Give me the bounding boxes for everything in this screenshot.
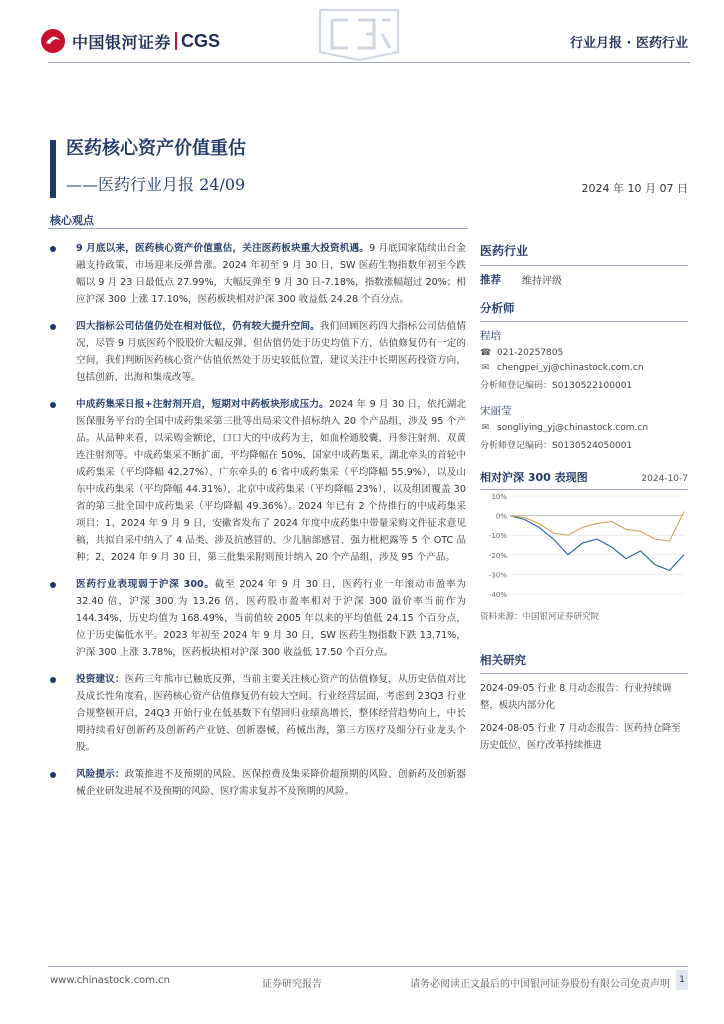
rating-value: 维持评级 — [522, 276, 562, 287]
analyst-name: 程培 — [480, 330, 501, 342]
mail-icon: ✉ — [481, 363, 490, 373]
logo-en-text: CGS — [181, 30, 221, 51]
sidebar — [480, 238, 688, 754]
main-content — [50, 240, 466, 810]
analyst-phone: ☎ 021-20257805 — [480, 348, 564, 358]
page-title: 医药核心资产价值重估 — [66, 138, 246, 159]
analyst-cert: 分析师登记编码：S0130522100001 — [480, 381, 633, 391]
chart-header — [480, 469, 688, 490]
header-divider — [48, 62, 690, 63]
y-tick-label: -40% — [488, 591, 507, 599]
cgs-logo-icon — [40, 28, 66, 54]
title-accent-bar — [50, 140, 56, 198]
paragraph-lead: 医药行业表现弱于沪深 300。 — [76, 579, 215, 590]
paragraph — [50, 396, 466, 566]
chart-date: 2024-10-7 — [641, 474, 688, 484]
paragraph — [50, 671, 466, 756]
bullet-icon — [50, 677, 56, 683]
page-subtitle: ——医药行业月报 24/09 — [66, 175, 246, 194]
related-item[interactable]: 2024-09-05 行业 8 月动态报告：行业持续调整，板块内部分化 — [480, 683, 672, 711]
analyst-name: 宋丽莹 — [480, 405, 512, 417]
bullet-icon — [50, 402, 56, 408]
footer-label: 证券研究报告 — [262, 979, 322, 990]
paragraph-body: 9 月底国家陆续出台金融支持政策，市场迎来反弹普涨。2024 年初至 9 月 30 日，SW 医药生物指数年初至今跌幅以 9 月 23 日最低点 27.99%，大幅反弹至 9 月 30 日-7.18%，指数涨幅超过 20%；相应沪深 300 上涨 17.10%，医药板块相对沪深 300 收益低 24.28 个百分点。 — [76, 243, 467, 305]
footer-disclaimer: 请务必阅读正文最后的中国银河证券股份有限公司免责声明 — [410, 979, 670, 990]
watermark-emblem-icon — [318, 8, 400, 62]
paragraph-body: 截至 2024 年 9 月 30 日，医药行业一年滚动市盈率为 32.40 倍，沪深 300 为 13.26 倍，医药股市盈率相对于沪深 300 溢价率当前作为 144.34%，历史均值为 168.49%，当前值较 2005 年以来的平均值低 24.15 个百分点，位于历史偏低水平。2023 年初至 2024 年 9 月 30 日，SW 医药生物指数下跌 13.71%，沪深 300 上涨 3.78%，医药板块相对沪深 300 收益低 17.50 个百分点。 — [76, 579, 466, 658]
report-type: 行业月报 · 医药行业 — [570, 36, 688, 51]
paragraph — [50, 240, 466, 308]
industry-label: 医药行业 — [480, 244, 529, 258]
analyst-email[interactable]: ✉ chengpei_yj@chinastock.com.cn — [481, 363, 644, 373]
analyst-email[interactable]: ✉ songliying_yj@chinastock.com.cn — [481, 423, 649, 433]
paragraph-lead: 风险提示： — [76, 769, 125, 780]
bullet-icon — [50, 324, 56, 330]
y-tick-label: 0% — [495, 512, 507, 521]
report-date: 2024 年 10 月 07 日 — [581, 182, 688, 195]
y-tick-label: 10% — [491, 493, 507, 501]
y-tick-label: -10% — [488, 532, 507, 541]
chart-title: 相对沪深 300 表现图 — [480, 471, 588, 484]
phone-icon: ☎ — [480, 348, 492, 358]
rating-row — [480, 266, 688, 293]
paragraph-body: 我们回顾医药四大指标公司估值情况，尽管 9 月底医药个股股价大幅反弹，但估值仍处于历史均值下方，估值修复仍有一定的空间，我们判断医药核心资产估值依然处于历史较低位置，建议关注中长期医药投资方向，包括创新、出海和集成改等。 — [76, 321, 467, 383]
chart-source: 资料来源：中国银河证券研究院 — [480, 612, 600, 622]
analyst-title: 分析师 — [480, 293, 688, 322]
paragraph-body: 医药三年熊市已触底反弹，当前主要关注核心资产的估值修复，从历史估值对比及成长性角度看，医药核心资产估值修复仍有较大空间。行业经营层面，考虑到 23Q3 行业合规整顿开启，24Q3 开始行业在低基数下有望回归业绩高增长，整体经营趋势向上，中长期持续看好创新药及创新药产业链、创新器械、药械出海，第三方医疗及细分行业龙头个股。 — [76, 674, 467, 753]
paragraph-body: 2024 年 9 月 30 日，依托湖北医保服务平台的全国中成药集采第三批等出局采文件招标纳入 20 个产品组，涉及 95 个产品。从品种来看，以采购金额论，口口大的中成药为主，如血栓通胶囊、丹参注射剂、双黄连注射剂等。中成药集采不断扩面，平均降幅在 50%，国家中成药集采，湖北牵头的首轮中成药集采（平均降幅 42.27%）、广东牵头的 6 省中成药集采（平均降幅 55.9%），以及山东中成药集采（平均降幅 44.31%），北京中成药集采（平均降幅 23%），以及组团覆盖 30 省的第三批全国中成药集采（平均降幅 49.36%）。2024 年已有 2 个待推行的中成药集采项目：1、2024 年 9 月 9 日，安徽省发布了 2024 年度中成药集中带量采购文件征求意见稿，共拟自采中纳入了 4 品类、涉及抗感冒的、少儿脑部感冒、强力枇杷露等 5 个 OTC 品种；2、2024 年 9 月 30 日，第三批集采附则预计纳入 20 个产品组，涉及 95 个产品。 — [76, 399, 466, 563]
paragraph-lead: 四大指标公司估值仍处在相对低位，仍有较大提升空间。 — [76, 321, 320, 332]
page-number: 1 — [676, 970, 688, 990]
y-tick-label: -30% — [488, 571, 507, 580]
paragraph-lead: 投资建议： — [76, 674, 125, 685]
paragraph-lead: 中成药集采日报+注射剂开启，短期对中药板块形成压力。 — [76, 399, 329, 410]
rating-label: 推荐 — [480, 274, 501, 286]
logo-cn-text: 中国银河证券 — [72, 32, 172, 52]
related-item[interactable]: 2024-08-05 行业 7 月动态报告：医药持仓降至历史低位，医疗改革持续推进 — [480, 723, 681, 751]
performance-chart — [480, 490, 688, 602]
bullet-icon — [50, 772, 56, 778]
analyst-cert: 分析师登记编码：S0130524050001 — [480, 441, 633, 451]
footer-site[interactable]: www.chinastock.com.cn — [50, 975, 170, 986]
company-logo — [40, 28, 220, 54]
footer-divider — [48, 966, 688, 967]
bullet-icon — [50, 246, 56, 252]
mail-icon: ✉ — [481, 423, 490, 433]
y-tick-label: -20% — [488, 551, 507, 560]
section-divider — [48, 228, 468, 229]
bullet-icon — [50, 582, 56, 588]
paragraph — [50, 766, 466, 800]
paragraph-body: 政策推进不及预期的风险、医保控费及集采降价超预期的风险、创新药及创新器械企业研发进展不及预期的风险、医疗需求复苏不及预期的风险。 — [76, 769, 467, 797]
paragraph — [50, 318, 466, 386]
paragraph-lead: 9 月底以来，医药核心资产价值重估，关注医药板块重大投资机遇。 — [76, 243, 370, 254]
paragraph — [50, 576, 466, 661]
related-title: 相关研究 — [480, 648, 688, 674]
section-label: 核心观点 — [50, 214, 94, 227]
